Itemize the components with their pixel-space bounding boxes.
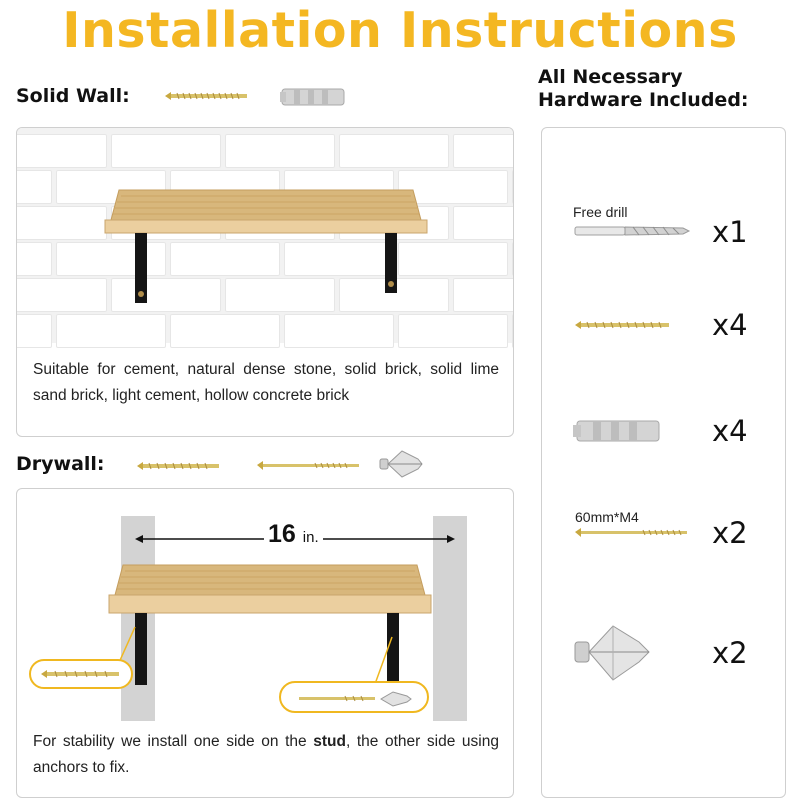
hardware-item-qty: x1 <box>712 215 748 249</box>
drywall-description-end: , the other side using anchors to fix. <box>33 733 499 776</box>
drywall-panel <box>16 488 514 798</box>
drywall-description-start: For stability we install one side on the <box>33 733 314 750</box>
drywall-label: Drywall: <box>16 453 105 475</box>
drill-bit-icon <box>573 224 691 238</box>
hardware-panel <box>541 127 786 798</box>
stud-spacing-unit: in. <box>302 529 319 546</box>
stud-spacing-value: 16 <box>268 520 296 548</box>
wall-anchor-icon <box>280 86 348 108</box>
drywall-description <box>33 729 499 781</box>
hardware-item-qty: x2 <box>712 516 748 550</box>
hollow-wall-anchor-icon <box>378 445 426 481</box>
solid-wall-description: Suitable for cement, natural dense stone, solid brick, solid lime sand brick, light cement, hollow concrete brick <box>33 361 499 404</box>
wall-anchor-icon <box>573 418 663 444</box>
hardware-item-label: Free drill <box>573 204 628 220</box>
screw-icon <box>573 318 673 332</box>
solid-wall-panel <box>16 127 514 437</box>
page-title: Installation Instructions <box>62 2 738 59</box>
solid-wall-label: Solid Wall: <box>16 85 130 107</box>
screw-icon <box>39 667 123 681</box>
long-screw-icon <box>573 526 691 540</box>
hardware-item-label: 60mm*M4 <box>575 509 639 525</box>
hardware-heading-line1: All Necessary <box>538 66 683 88</box>
long-screw-icon <box>295 691 415 707</box>
screw-icon <box>163 88 253 104</box>
hollow-wall-anchor-icon <box>573 618 653 688</box>
shelf-image <box>101 186 431 306</box>
drywall-description-bold: stud <box>313 733 346 750</box>
long-screw-icon <box>255 458 363 474</box>
screw-icon <box>135 458 223 474</box>
hardware-item-qty: x4 <box>712 414 748 448</box>
hardware-item-qty: x2 <box>712 636 748 670</box>
hardware-heading <box>538 66 749 112</box>
hardware-heading-line2: Hardware Included: <box>538 89 749 111</box>
hardware-item-qty: x4 <box>712 308 748 342</box>
anchor-callout <box>279 681 429 713</box>
stud-screw-callout <box>29 659 133 689</box>
